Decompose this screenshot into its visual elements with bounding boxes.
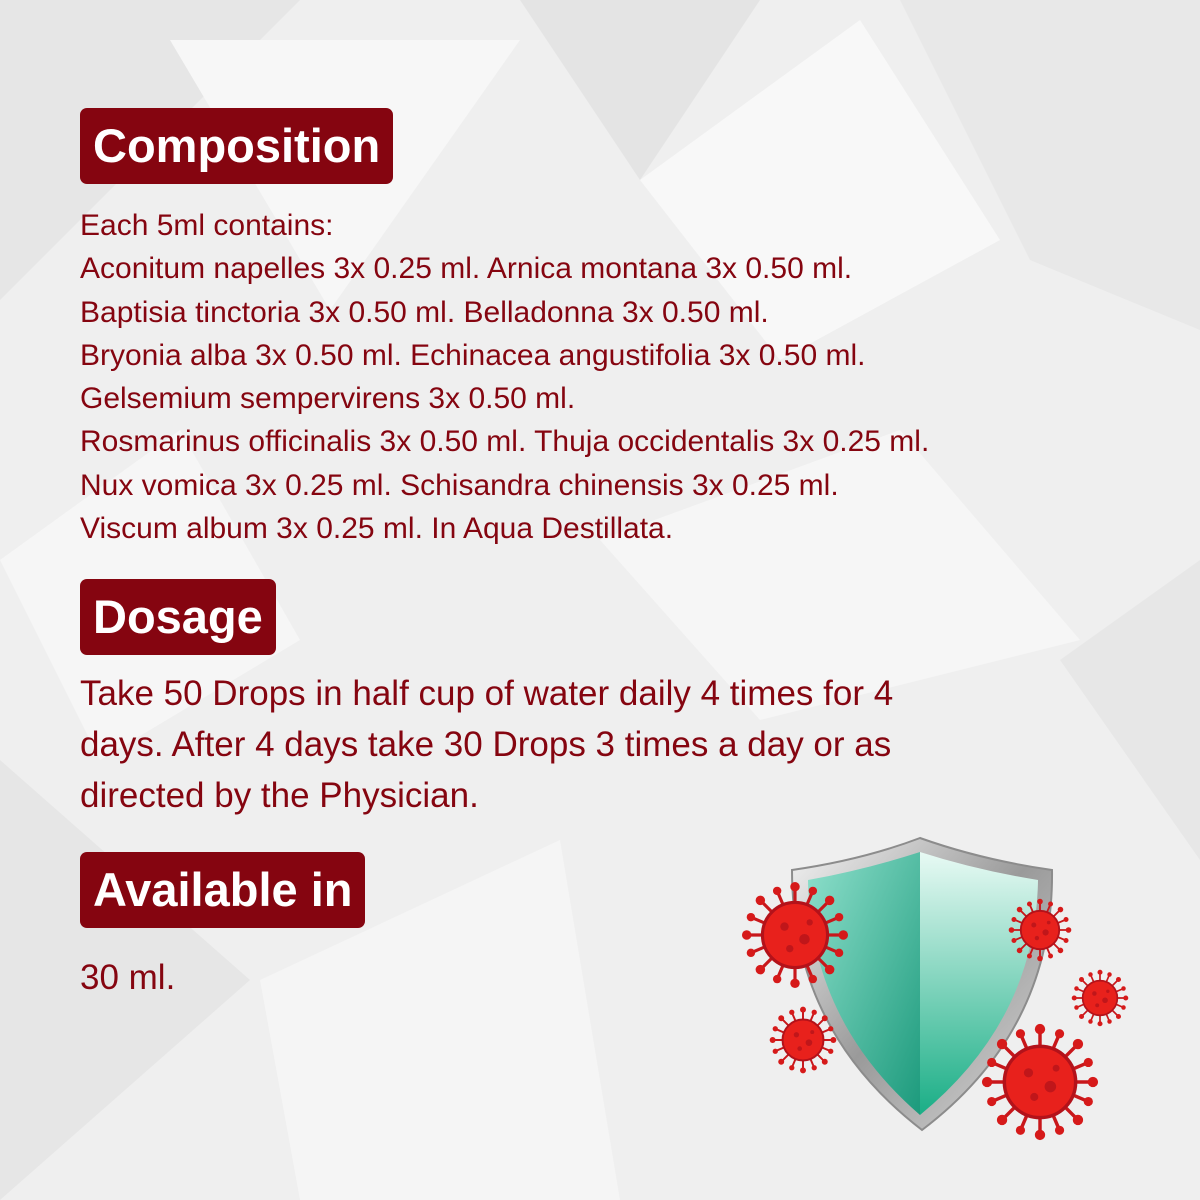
dosage-line: days. After 4 days take 30 Drops 3 times a day or as [80,725,892,764]
dosage-line: directed by the Physician. [80,776,479,815]
composition-line: Viscum album 3x 0.25 ml. In Aqua Destillata. [80,512,674,546]
available-in-heading: Available in [80,852,365,928]
composition-heading: Composition [80,108,393,184]
virus-icon [770,1007,837,1074]
dosage-text [80,668,893,821]
composition-line: Bryonia alba 3x 0.50 ml. Echinacea angustifolia 3x 0.50 ml. [80,338,866,372]
virus-icon [982,1024,1098,1140]
virus-icon [1009,899,1072,962]
composition-line: Aconitum napelles 3x 0.25 ml. Arnica montana 3x 0.50 ml. [80,252,853,286]
composition-line: Nux vomica 3x 0.25 ml. Schisandra chinensis 3x 0.25 ml. [80,468,839,502]
dosage-line: Take 50 Drops in half cup of water daily 4 times for 4 [80,674,894,713]
dosage-heading: Dosage [80,579,276,655]
available-size-text: 30 ml. [80,958,176,997]
composition-line: Gelsemium sempervirens 3x 0.50 ml. [80,382,576,416]
virus-icon [742,882,848,988]
shield-virus-illustration [740,830,1140,1150]
composition-line: Rosmarinus officinalis 3x 0.50 ml. Thuja occidentalis 3x 0.25 ml. [80,425,930,459]
composition-text [80,204,929,550]
composition-line: Each 5ml contains: [80,209,334,242]
composition-line: Baptisia tinctoria 3x 0.50 ml. Belladonna 3x 0.50 ml. [80,295,769,329]
virus-icon [1072,970,1129,1027]
